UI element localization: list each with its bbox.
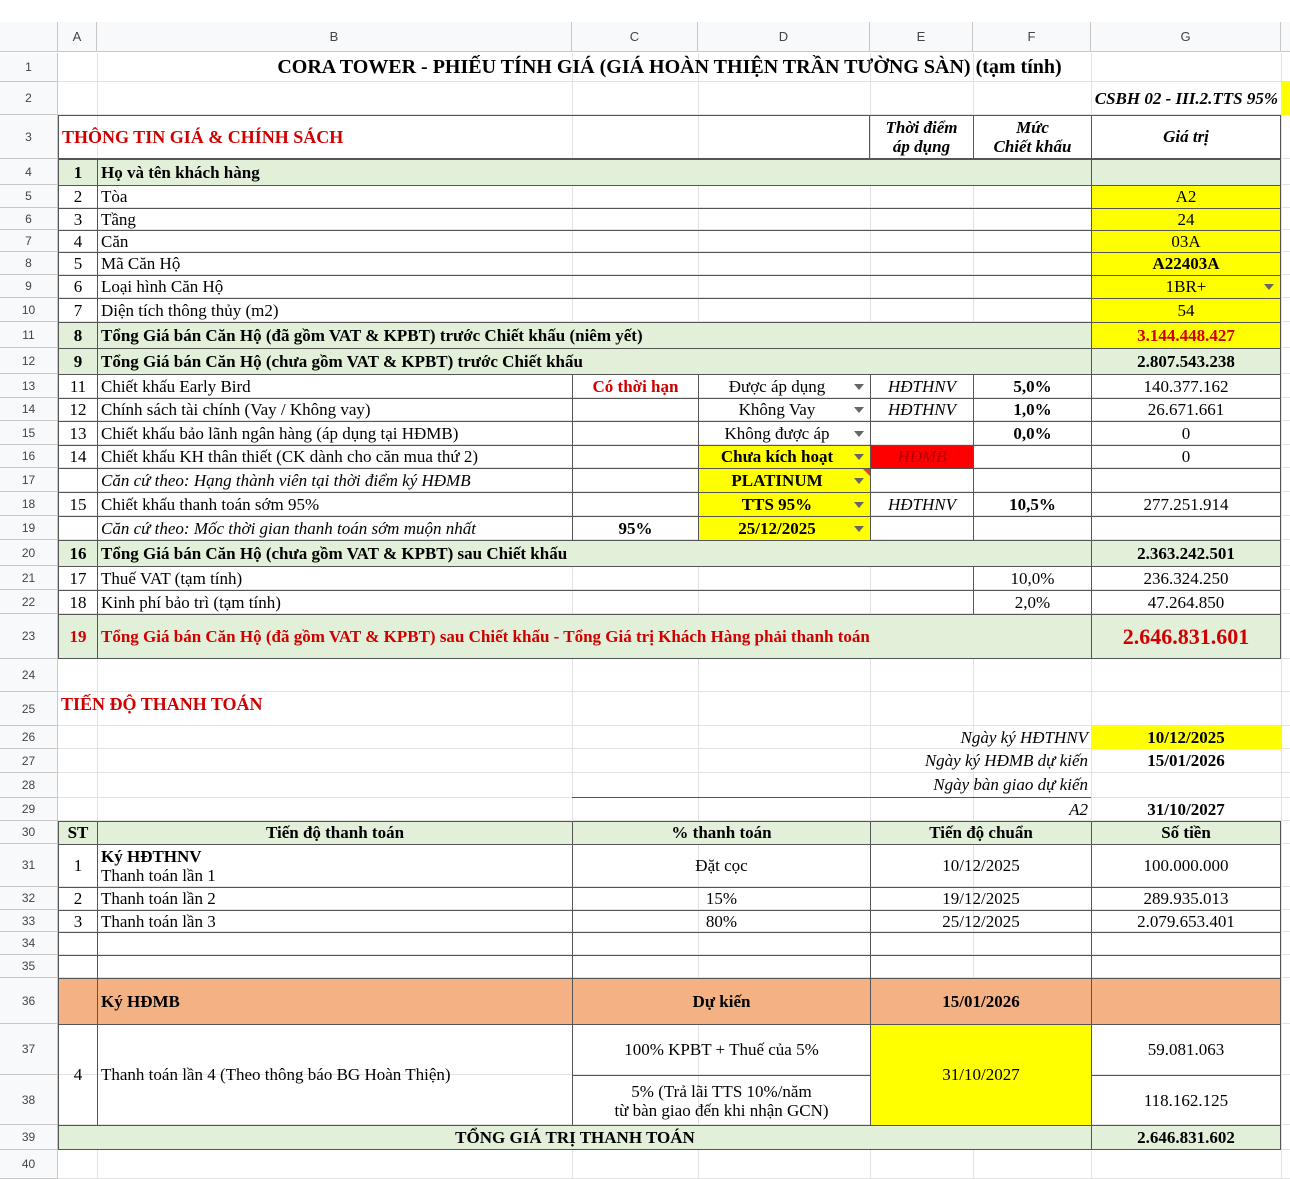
pay-header-amount[interactable]: Số tiền xyxy=(1091,821,1281,845)
after-row-16-number[interactable]: 16 xyxy=(58,540,98,567)
grand-total-value[interactable]: 2.646.831.602 xyxy=(1091,1125,1281,1150)
discount-row-4-label[interactable]: Chiết khấu KH thân thiết (CK dành cho căn mua thứ 2) xyxy=(97,445,573,469)
pay-row-3-progress[interactable]: Thanh toán lần 3 xyxy=(97,910,573,933)
pay-row-3-percent[interactable]: 80% xyxy=(572,910,871,933)
pay-row-1-percent[interactable]: Đặt cọc xyxy=(572,844,871,888)
pay-row-1-progress[interactable] xyxy=(97,844,573,888)
info-row-2-value[interactable]: A2 xyxy=(1091,185,1281,209)
discount-row-7-condition[interactable]: 95% xyxy=(572,516,699,541)
discount-row-3-label[interactable]: Chiết khấu bảo lãnh ngân hàng (áp dụng tại HĐMB) xyxy=(97,421,573,446)
discount-row-5-condition[interactable] xyxy=(572,468,699,493)
pay-row-2-percent[interactable]: 15% xyxy=(572,887,871,911)
final-percent-2[interactable] xyxy=(572,1075,871,1126)
dropdown-arrow-icon[interactable] xyxy=(854,407,864,413)
empty-cell[interactable] xyxy=(870,932,1092,956)
discount-row-3-option[interactable]: Không được áp xyxy=(698,421,871,446)
header-discount-level[interactable] xyxy=(973,115,1092,159)
column-header-bar xyxy=(0,22,1290,53)
empty-cell[interactable] xyxy=(58,932,98,956)
row-header-2[interactable]: 2 xyxy=(0,82,58,115)
pay-row-2-date[interactable]: 19/12/2025 xyxy=(870,887,1092,911)
info-row-7-number[interactable]: 7 xyxy=(58,298,98,323)
row-header-22[interactable]: 22 xyxy=(0,590,58,614)
column-header-a[interactable]: A xyxy=(58,22,97,52)
date-value-hdmb[interactable]: 15/01/2026 xyxy=(1147,751,1225,770)
info-row-5-label[interactable]: Mã Căn Hộ xyxy=(97,252,1092,276)
info-row-1-label[interactable]: Họ và tên khách hàng xyxy=(97,159,1092,186)
empty-cell[interactable] xyxy=(97,932,573,956)
top-toolbar-strip xyxy=(0,0,1290,22)
payment-heading[interactable]: TIẾN ĐỘ THANH TOÁN xyxy=(61,694,263,714)
info-row-1-number[interactable]: 1 xyxy=(58,159,98,186)
row-header-3[interactable]: 3 xyxy=(0,115,58,159)
discount-row-5-rate[interactable] xyxy=(973,468,1092,493)
column-header-b[interactable]: B xyxy=(97,22,572,52)
total-row-value[interactable]: 2.646.831.601 xyxy=(1091,614,1281,659)
discount-row-3-apply-time[interactable] xyxy=(870,421,974,446)
final-amount-1[interactable]: 59.081.063 xyxy=(1091,1024,1281,1076)
row-header-12[interactable]: 12 xyxy=(0,348,58,374)
discount-row-2-label[interactable]: Chính sách tài chính (Vay / Không vay) xyxy=(97,398,573,422)
discount-row-1-option[interactable]: Được áp dụng xyxy=(698,374,871,399)
discount-row-1-number[interactable]: 11 xyxy=(58,374,98,399)
hdmb-label[interactable]: Ký HĐMB xyxy=(97,978,573,1025)
final-label[interactable]: Thanh toán lần 4 (Theo thông báo BG Hoàn Thiện) xyxy=(97,1024,573,1126)
pay-row-1-amount[interactable]: 100.000.000 xyxy=(1091,844,1281,888)
row-header-30[interactable]: 30 xyxy=(0,821,58,844)
pay-row-2-st[interactable]: 2 xyxy=(58,887,98,911)
discount-row-7-label[interactable]: Căn cứ theo: Mốc thời gian thanh toán sớm muộn nhất xyxy=(97,516,573,541)
row-header-4[interactable]: 4 xyxy=(0,159,58,185)
after-row-17-number[interactable]: 17 xyxy=(58,566,98,591)
discount-row-6-value[interactable]: 277.251.914 xyxy=(1091,492,1281,517)
column-header-c[interactable]: C xyxy=(572,22,698,52)
row-header-8[interactable]: 8 xyxy=(0,252,58,275)
dropdown-arrow-icon[interactable] xyxy=(854,454,864,460)
discount-row-4-condition[interactable] xyxy=(572,445,699,469)
pay-header-progress[interactable]: Tiến độ thanh toán xyxy=(97,821,573,845)
discount-row-1-rate[interactable]: 5,0% xyxy=(973,374,1092,399)
discount-row-3-number[interactable]: 13 xyxy=(58,421,98,446)
header-apply-time-line2: áp dụng xyxy=(892,137,951,156)
discount-row-6-rate[interactable]: 10,5% xyxy=(973,492,1092,517)
row-header-7[interactable]: 7 xyxy=(0,230,58,252)
discount-row-1-condition[interactable]: Có thời hạn xyxy=(572,374,699,399)
total-row-number[interactable]: 19 xyxy=(58,614,98,659)
total-row-label[interactable]: Tổng Giá bán Căn Hộ (đã gồm VAT & KPBT) sau Chiết khấu - Tổng Giá trị Khách Hàng phải thanh toán xyxy=(97,614,1092,659)
row-header-17[interactable]: 17 xyxy=(0,468,58,492)
final-percent-1[interactable]: 100% KPBT + Thuế của 5% xyxy=(572,1024,871,1076)
column-header-d[interactable]: D xyxy=(698,22,870,52)
row-header-34[interactable]: 34 xyxy=(0,932,58,955)
dropdown-arrow-icon[interactable] xyxy=(854,431,864,437)
info-section-header[interactable]: THÔNG TIN GIÁ & CHÍNH SÁCH xyxy=(58,115,870,159)
discount-row-2-value[interactable]: 26.671.661 xyxy=(1091,398,1281,422)
select-all-corner[interactable] xyxy=(0,22,58,52)
dropdown-arrow-icon[interactable] xyxy=(854,478,864,484)
row-header-40[interactable]: 40 xyxy=(0,1150,58,1179)
info-row-9-number[interactable]: 9 xyxy=(58,348,98,375)
discount-row-2-condition[interactable] xyxy=(572,398,699,422)
discount-row-6-option[interactable]: TTS 95% xyxy=(698,492,871,517)
date-label-hdthnv[interactable]: Ngày ký HĐTHNV xyxy=(960,727,1088,747)
info-row-3-label[interactable]: Tầng xyxy=(97,208,1092,231)
discount-row-5-value[interactable] xyxy=(1091,468,1281,493)
discount-row-2-apply-time[interactable]: HĐTHNV xyxy=(870,398,974,422)
discount-row-7-option[interactable]: 25/12/2025 xyxy=(698,516,871,541)
after-row-17-rate[interactable]: 10,0% xyxy=(973,566,1092,591)
empty-cell[interactable] xyxy=(870,955,1092,979)
pay-row-1-st[interactable]: 1 xyxy=(58,844,98,888)
row-header-39[interactable]: 39 xyxy=(0,1125,58,1150)
row-header-21[interactable]: 21 xyxy=(0,566,58,590)
row-header-10[interactable]: 10 xyxy=(0,298,58,322)
info-row-1-value[interactable] xyxy=(1091,159,1281,186)
row-header-27[interactable]: 27 xyxy=(0,749,58,773)
row-header-37[interactable]: 37 xyxy=(0,1024,58,1075)
pay-row-3-st[interactable]: 3 xyxy=(58,910,98,933)
pay-header-st[interactable]: ST xyxy=(58,821,98,845)
pay-row-3-date[interactable]: 25/12/2025 xyxy=(870,910,1092,933)
column-header-f[interactable]: F xyxy=(973,22,1091,52)
date-value-a2[interactable]: 31/10/2027 xyxy=(1147,799,1225,819)
column-header-h[interactable] xyxy=(1281,22,1290,52)
header-discount-level-line2: Chiết khấu xyxy=(993,137,1072,156)
empty-cell[interactable] xyxy=(1091,955,1281,979)
after-row-17-label[interactable]: Thuế VAT (tạm tính) xyxy=(97,566,974,591)
after-row-16-label[interactable]: Tổng Giá bán Căn Hộ (chưa gồm VAT & KPBT) sau Chiết khấu xyxy=(97,540,1092,567)
info-row-4-number[interactable]: 4 xyxy=(58,230,98,253)
info-row-6-label[interactable]: Loại hình Căn Hộ xyxy=(97,275,1092,299)
final-st[interactable]: 4 xyxy=(58,1024,98,1126)
discount-row-6-apply-time[interactable]: HĐTHNV xyxy=(870,492,974,517)
discount-row-4-value[interactable]: 0 xyxy=(1091,445,1281,469)
row-header-35[interactable]: 35 xyxy=(0,955,58,978)
empty-cell[interactable] xyxy=(97,955,573,979)
dropdown-arrow-icon[interactable] xyxy=(854,526,864,532)
column-header-e[interactable]: E xyxy=(870,22,973,52)
row-header-20[interactable]: 20 xyxy=(0,540,58,566)
info-row-3-value[interactable]: 24 xyxy=(1091,208,1281,231)
row-header-14[interactable]: 14 xyxy=(0,398,58,421)
after-row-17-value[interactable]: 236.324.250 xyxy=(1091,566,1281,591)
info-row-2-number[interactable]: 2 xyxy=(58,185,98,209)
discount-row-5-label[interactable]: Căn cứ theo: Hạng thành viên tại thời điểm ký HĐMB xyxy=(97,468,573,493)
date-label-a2[interactable]: A2 xyxy=(1069,799,1088,819)
info-row-8-value[interactable]: 3.144.448.427 xyxy=(1091,322,1281,349)
hdmb-date[interactable]: 15/01/2026 xyxy=(870,978,1092,1025)
info-row-3-number[interactable]: 3 xyxy=(58,208,98,231)
info-row-9-value[interactable]: 2.807.543.238 xyxy=(1091,348,1281,375)
discount-row-4-number[interactable]: 14 xyxy=(58,445,98,469)
final-percent-2-line2: từ bàn giao đến khi nhận GCN) xyxy=(614,1100,829,1120)
sheet-title[interactable]: CORA TOWER - PHIẾU TÍNH GIÁ (GIÁ HOÀN THIỆN TRẦN TƯỜNG SÀN) (tạm tính) xyxy=(277,56,1062,78)
pay-row-2-progress[interactable]: Thanh toán lần 2 xyxy=(97,887,573,911)
final-percent-2-line1: 5% (Trả lãi TTS 10%/năm xyxy=(631,1081,812,1101)
discount-row-7-apply-time[interactable] xyxy=(870,516,974,541)
pay-row-2-amount[interactable]: 289.935.013 xyxy=(1091,887,1281,911)
info-row-4-label[interactable]: Căn xyxy=(97,230,1092,253)
row-header-38[interactable]: 38 xyxy=(0,1075,58,1125)
empty-cell[interactable] xyxy=(572,955,871,979)
discount-row-3-condition[interactable] xyxy=(572,421,699,446)
info-row-5-number[interactable]: 5 xyxy=(58,252,98,276)
row-header-9[interactable]: 9 xyxy=(0,275,58,298)
discount-row-4-apply-time[interactable]: HĐMB xyxy=(870,445,974,469)
header-apply-time[interactable] xyxy=(869,115,974,159)
row-header-28[interactable]: 28 xyxy=(0,773,58,798)
discount-row-2-number[interactable]: 12 xyxy=(58,398,98,422)
row-header-36[interactable]: 36 xyxy=(0,978,58,1024)
discount-row-5-option[interactable]: PLATINUM xyxy=(698,468,871,493)
info-row-9-label[interactable]: Tổng Giá bán Căn Hộ (chưa gồm VAT & KPBT) trước Chiết khấu xyxy=(97,348,1092,375)
discount-row-3-rate[interactable]: 0,0% xyxy=(973,421,1092,446)
discount-row-1-label[interactable]: Chiết khấu Early Bird xyxy=(97,374,573,399)
empty-cell[interactable] xyxy=(58,955,98,979)
date-label-hdmb[interactable]: Ngày ký HĐMB dự kiến xyxy=(924,751,1088,770)
dropdown-arrow-icon[interactable] xyxy=(1264,284,1274,290)
discount-row-7-value[interactable] xyxy=(1091,516,1281,541)
grand-total-label[interactable]: TỔNG GIÁ TRỊ THANH TOÁN xyxy=(58,1125,1092,1150)
discount-row-2-option[interactable]: Không Vay xyxy=(698,398,871,422)
row-header-31[interactable]: 31 xyxy=(0,844,58,887)
row-header-16[interactable]: 16 xyxy=(0,445,58,468)
row-header-32[interactable]: 32 xyxy=(0,887,58,910)
hdmb-empty-st[interactable] xyxy=(58,978,98,1025)
row-header-33[interactable]: 33 xyxy=(0,910,58,932)
discount-row-7-rate[interactable] xyxy=(973,516,1092,541)
info-row-7-label[interactable]: Diện tích thông thủy (m2) xyxy=(97,298,1092,323)
discount-row-4-rate[interactable] xyxy=(973,445,1092,469)
hdmb-percent[interactable]: Dự kiến xyxy=(572,978,871,1025)
after-row-18-number[interactable]: 18 xyxy=(58,590,98,615)
after-row-16-value[interactable]: 2.363.242.501 xyxy=(1091,540,1281,567)
info-row-8-number[interactable]: 8 xyxy=(58,322,98,349)
discount-row-1-value[interactable]: 140.377.162 xyxy=(1091,374,1281,399)
row-header-5[interactable]: 5 xyxy=(0,185,58,208)
policy-code-overflow xyxy=(1281,82,1290,115)
row-header-26[interactable]: 26 xyxy=(0,726,58,749)
discount-row-6-condition[interactable] xyxy=(572,492,699,517)
header-value[interactable]: Giá trị xyxy=(1091,115,1281,159)
discount-row-6-number[interactable]: 15 xyxy=(58,492,98,517)
dropdown-arrow-icon[interactable] xyxy=(854,502,864,508)
info-row-5-value[interactable]: A22403A xyxy=(1091,252,1281,276)
discount-row-6-label[interactable]: Chiết khấu thanh toán sớm 95% xyxy=(97,492,573,517)
header-apply-time-line1: Thời điểm xyxy=(885,118,958,137)
row-header-25[interactable]: 25 xyxy=(0,692,58,726)
header-discount-level-line1: Mức xyxy=(1016,118,1049,137)
row-header-18[interactable]: 18 xyxy=(0,492,58,516)
after-row-18-rate[interactable]: 2,0% xyxy=(973,590,1092,615)
discount-row-7-number[interactable] xyxy=(58,516,98,541)
final-date[interactable]: 31/10/2027 xyxy=(870,1024,1092,1126)
discount-row-5-apply-time[interactable] xyxy=(870,468,974,493)
row-header-13[interactable]: 13 xyxy=(0,374,58,398)
policy-code[interactable]: CSBH 02 - III.2.TTS 95% xyxy=(1094,88,1278,108)
column-header-g[interactable]: G xyxy=(1091,22,1281,52)
info-row-6-number[interactable]: 6 xyxy=(58,275,98,299)
discount-row-4-option[interactable]: Chưa kích hoạt xyxy=(698,445,871,469)
after-row-18-value[interactable]: 47.264.850 xyxy=(1091,590,1281,615)
pay-row-3-amount[interactable]: 2.079.653.401 xyxy=(1091,910,1281,933)
info-row-8-label[interactable]: Tổng Giá bán Căn Hộ (đã gồm VAT & KPBT) trước Chiết khấu (niêm yết) xyxy=(97,322,1092,349)
comment-marker-icon[interactable] xyxy=(863,469,870,476)
row-header-29[interactable]: 29 xyxy=(0,798,58,821)
date-label-handover[interactable]: Ngày bàn giao dự kiến xyxy=(933,775,1088,794)
pay-row-1-date[interactable]: 10/12/2025 xyxy=(870,844,1092,888)
info-row-7-value[interactable]: 54 xyxy=(1091,298,1281,323)
empty-cell[interactable] xyxy=(1091,932,1281,956)
row-header-1[interactable]: 1 xyxy=(0,53,58,82)
discount-row-3-value[interactable]: 0 xyxy=(1091,421,1281,446)
row-header-15[interactable]: 15 xyxy=(0,421,58,445)
discount-row-1-apply-time[interactable]: HĐTHNV xyxy=(870,374,974,399)
info-row-2-label[interactable]: Tòa xyxy=(97,185,1092,209)
row-header-6[interactable]: 6 xyxy=(0,208,58,230)
row-header-24[interactable]: 24 xyxy=(0,659,58,692)
pay-header-percent[interactable]: % thanh toán xyxy=(572,821,871,845)
pay-row-1-line1: Ký HĐTHNV xyxy=(101,847,202,866)
row-header-23[interactable]: 23 xyxy=(0,614,58,659)
row-header-11[interactable]: 11 xyxy=(0,322,58,348)
final-amount-2[interactable]: 118.162.125 xyxy=(1091,1075,1281,1126)
date-value-hdthnv[interactable]: 10/12/2025 xyxy=(1091,726,1281,749)
info-row-4-value[interactable]: 03A xyxy=(1091,230,1281,253)
hdmb-amount[interactable] xyxy=(1091,978,1281,1025)
pay-header-standard[interactable]: Tiến độ chuẩn xyxy=(870,821,1092,845)
discount-row-2-rate[interactable]: 1,0% xyxy=(973,398,1092,422)
empty-cell[interactable] xyxy=(572,932,871,956)
after-row-18-label[interactable]: Kinh phí bảo trì (tạm tính) xyxy=(97,590,974,615)
dropdown-arrow-icon[interactable] xyxy=(854,384,864,390)
row-header-19[interactable]: 19 xyxy=(0,516,58,540)
pay-row-1-line2: Thanh toán lần 1 xyxy=(101,866,216,885)
discount-row-5-number[interactable] xyxy=(58,468,98,493)
info-row-6-value[interactable]: 1BR+ xyxy=(1091,275,1281,299)
